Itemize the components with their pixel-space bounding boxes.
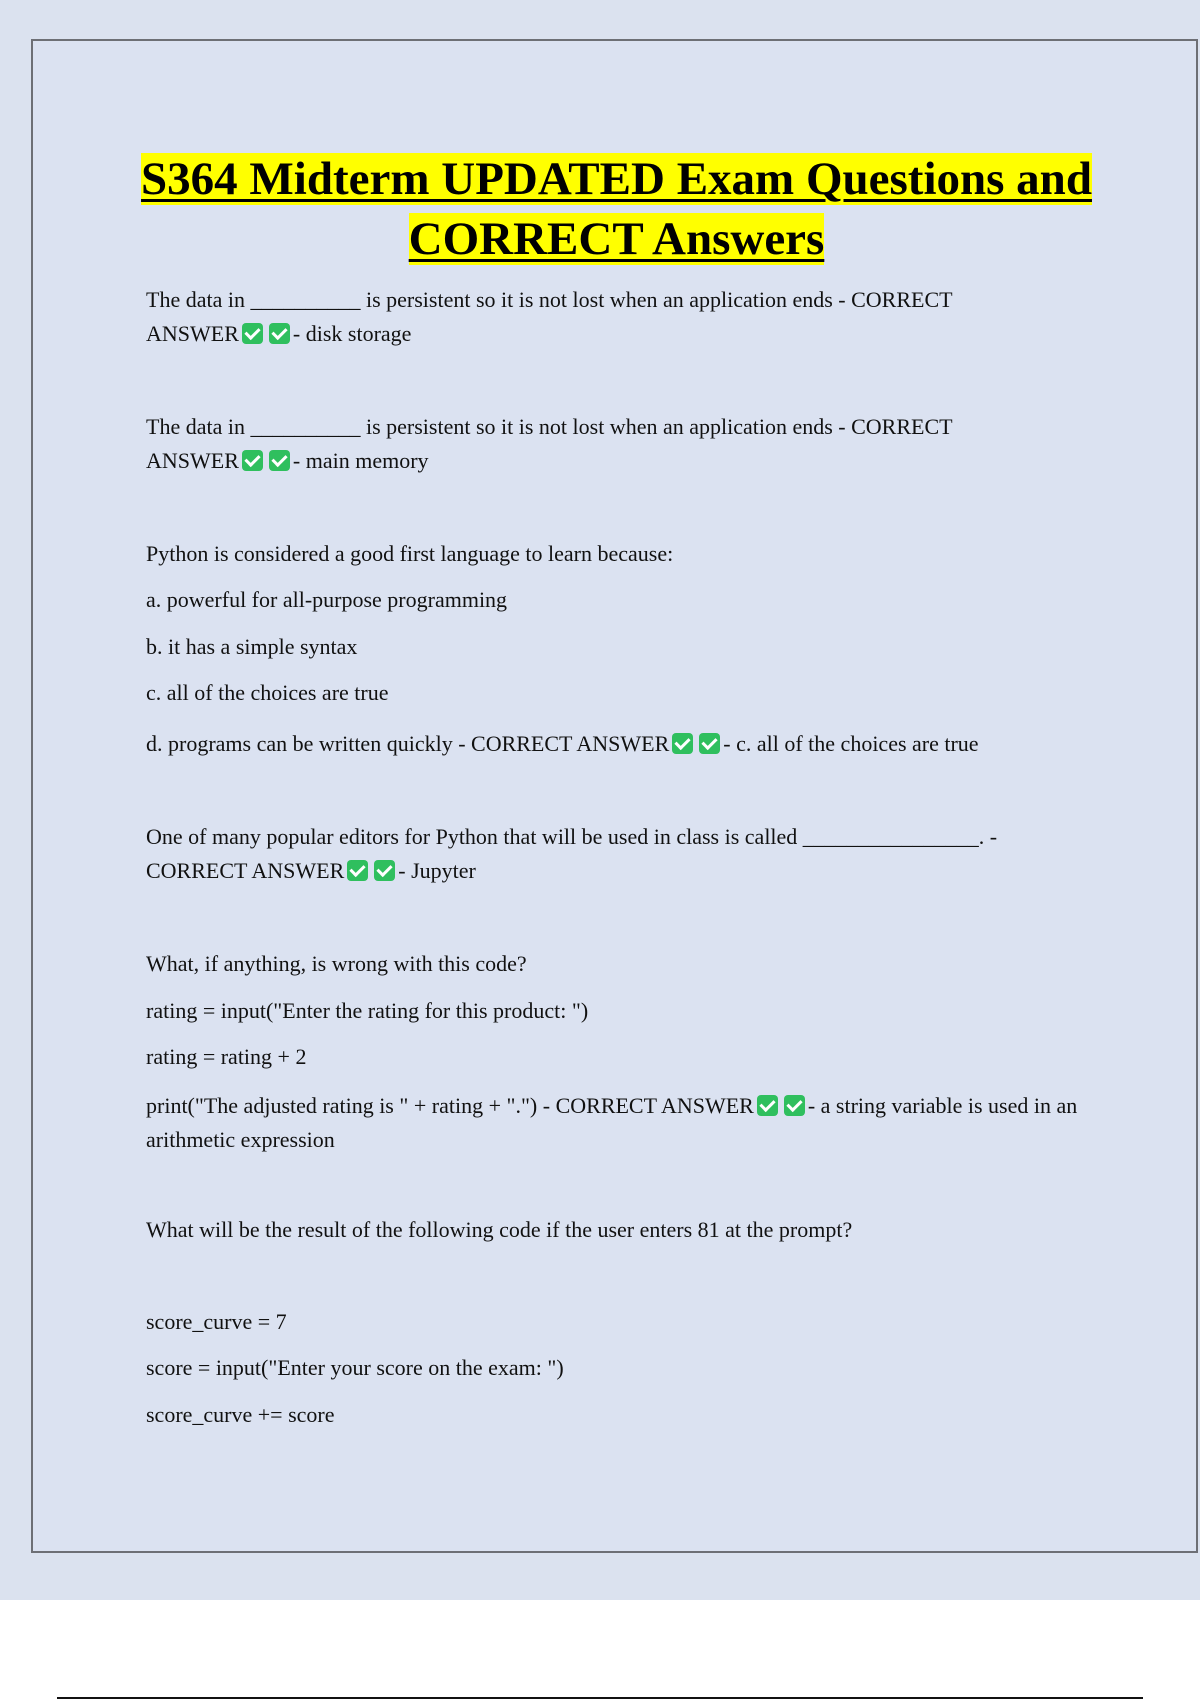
q3-choice-b: b. it has a simple syntax xyxy=(146,634,358,659)
q2-answer-line xyxy=(146,447,429,475)
q1-answer-line xyxy=(146,320,411,348)
check-icon xyxy=(242,323,263,344)
q6-code-line-1: score_curve = 7 xyxy=(146,1309,287,1334)
q3-stem: Python is considered a good first language to learn because: xyxy=(146,541,674,566)
check-icon xyxy=(699,733,720,754)
q2-answer-label: ANSWER xyxy=(146,448,239,473)
q6-code-line-2: score = input("Enter your score on the exam: ") xyxy=(146,1355,564,1380)
footer-rule xyxy=(57,1697,1143,1699)
q4-answer-line xyxy=(146,857,476,885)
check-icon xyxy=(757,1095,778,1116)
check-icon xyxy=(784,1095,805,1116)
q5-code-line-1: rating = input("Enter the rating for this product: ") xyxy=(146,998,589,1023)
q5-answer-paragraph xyxy=(146,1089,1126,1157)
q2-line1: The data in __________ is persistent so it is not lost when an application ends - CORRECT xyxy=(146,414,953,439)
check-icon xyxy=(269,323,290,344)
q4-answer-label: CORRECT ANSWER xyxy=(146,858,345,883)
check-icon xyxy=(347,860,368,881)
check-icon xyxy=(672,733,693,754)
q1-answer-label: ANSWER xyxy=(146,321,239,346)
q4-line1: One of many popular editors for Python that will be used in class is called ________________. - xyxy=(146,824,998,849)
q5-stem: What, if anything, is wrong with this code? xyxy=(146,951,527,976)
q1-answer: - disk storage xyxy=(292,321,412,346)
q3-choice-d: d. programs can be written quickly - CORRECT ANSWER xyxy=(146,731,670,756)
q5-code-line-2: rating = rating + 2 xyxy=(146,1044,307,1069)
q4-answer: - Jupyter xyxy=(398,858,476,883)
q5-code-line-3: print("The adjusted rating is " + rating + ".") - CORRECT ANSWER xyxy=(146,1093,754,1118)
q5-answer: - a string variable is used in an arithmetic expression xyxy=(146,1093,1078,1152)
check-icon xyxy=(242,450,263,471)
q2-answer: - main memory xyxy=(292,448,429,473)
q6-stem: What will be the result of the following code if the user enters 81 at the prompt? xyxy=(146,1217,853,1242)
document-title: S364 Midterm UPDATED Exam Questions and CORRECT Answers xyxy=(141,153,1092,265)
check-icon xyxy=(269,450,290,471)
q1-line1: The data in __________ is persistent so it is not lost when an application ends - CORRECT xyxy=(146,287,953,312)
document-page xyxy=(31,39,1198,1553)
q3-choice-a: a. powerful for all-purpose programming xyxy=(146,587,508,612)
q3-answer-line xyxy=(146,730,979,758)
q6-code-line-3: score_curve += score xyxy=(146,1402,335,1427)
q3-choice-c: c. all of the choices are true xyxy=(146,680,389,705)
q3-answer: - c. all of the choices are true xyxy=(723,731,979,756)
check-icon xyxy=(374,860,395,881)
